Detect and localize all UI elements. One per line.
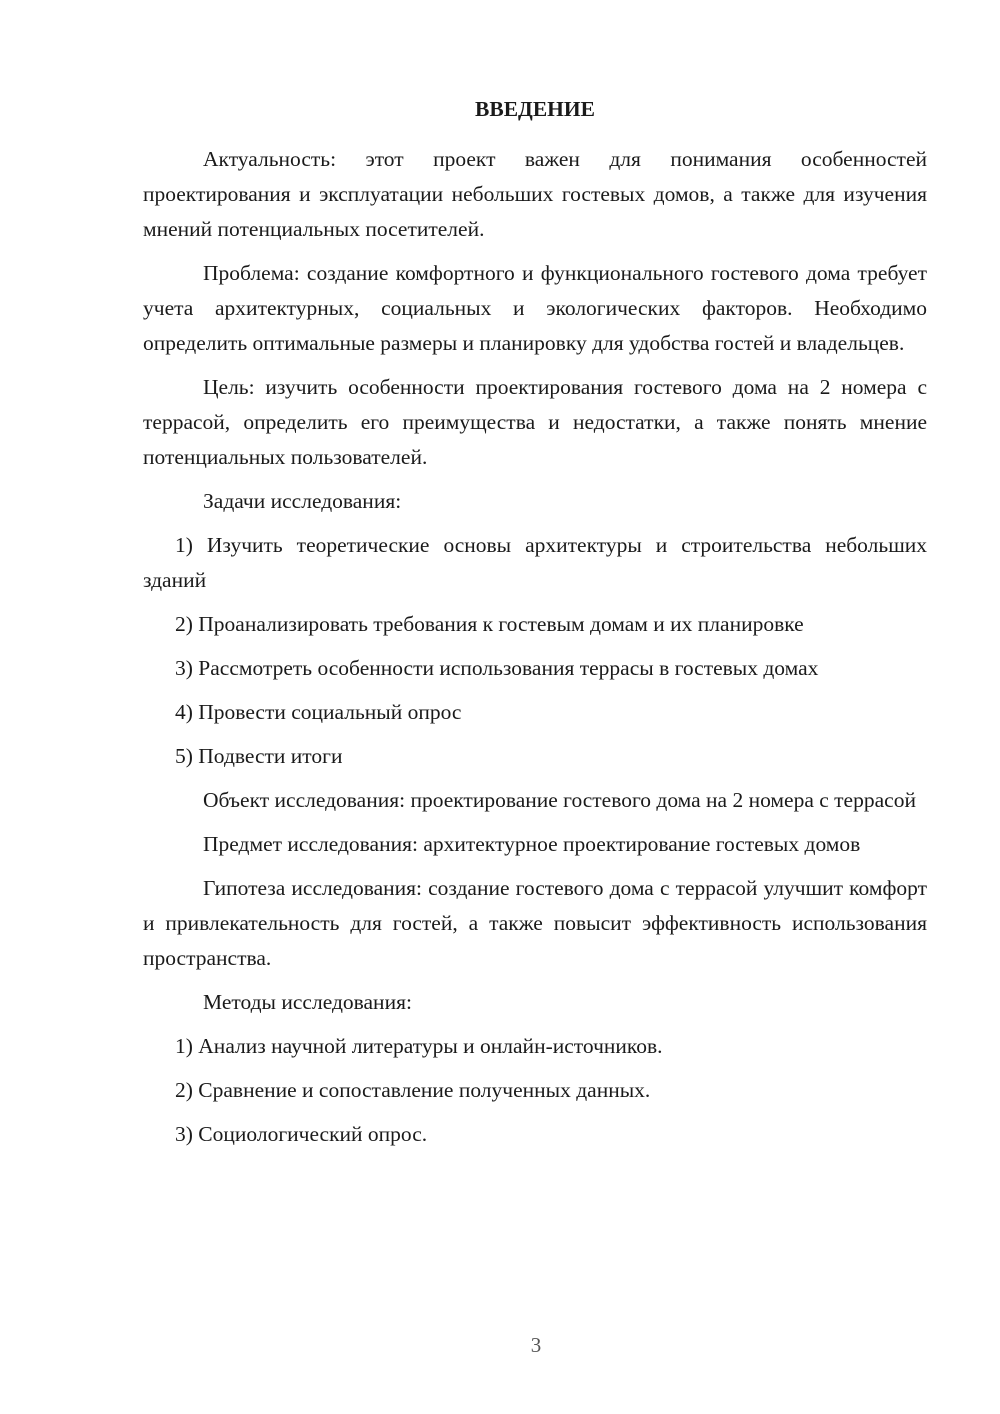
method-item-2: 2) Сравнение и сопоставление полученных данных. bbox=[175, 1078, 651, 1102]
document-page bbox=[143, 92, 927, 1161]
task-item-2: 2) Проанализировать требования к гостевым домам и их планировке bbox=[175, 612, 804, 636]
task-item-3: 3) Рассмотреть особенности использования террасы в гостевых домах bbox=[175, 656, 819, 680]
paragraph-problem: Проблема: создание комфортного и функционального гостевого дома требует учета архитектурных, социальных и экологических факторов. Необходимо определить оптимальные размеры и планировку для удобства гостей и владельцев. bbox=[143, 261, 927, 355]
paragraph-object: Объект исследования: проектирование гостевого дома на 2 номера с террасой bbox=[203, 788, 916, 812]
page-number: 3 bbox=[530, 1333, 542, 1357]
method-item-3: 3) Социологический опрос. bbox=[175, 1122, 428, 1146]
task-item-1: 1) Изучить теоретические основы архитектуры и строительства небольших зданий bbox=[143, 533, 927, 592]
page-title: ВВЕДЕНИЕ bbox=[475, 97, 595, 121]
paragraph-hypothesis: Гипотеза исследования: создание гостевого дома с террасой улучшит комфорт и привлекательность для гостей, а также повысит эффективность использования пространства. bbox=[143, 876, 927, 970]
task-item-4: 4) Провести социальный опрос bbox=[175, 700, 462, 724]
task-item-5: 5) Подвести итоги bbox=[175, 744, 343, 768]
tasks-heading: Задачи исследования: bbox=[203, 489, 402, 513]
paragraph-goal: Цель: изучить особенности проектирования гостевого дома на 2 номера с террасой, определить его преимущества и недостатки, а также понять мнение потенциальных пользователей. bbox=[143, 375, 927, 469]
methods-heading: Методы исследования: bbox=[203, 990, 412, 1014]
method-item-1: 1) Анализ научной литературы и онлайн-источников. bbox=[175, 1034, 663, 1058]
paragraph-subject: Предмет исследования: архитектурное проектирование гостевых домов bbox=[203, 832, 861, 856]
paragraph-relevance: Актуальность: этот проект важен для понимания особенностей проектирования и эксплуатации небольших гостевых домов, а также для изучения мнений потенциальных посетителей. bbox=[143, 147, 927, 241]
